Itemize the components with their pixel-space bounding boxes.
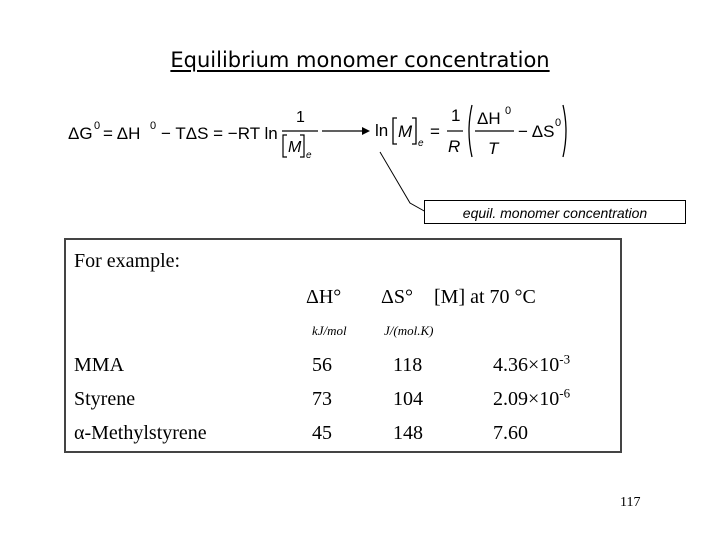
page-number: 117 [620, 495, 641, 510]
row-m-exp: -6 [559, 385, 571, 401]
row-m-base: 2.09×10 [493, 388, 560, 410]
unit-dh: kJ/mol [312, 323, 347, 338]
row-name: MMA [74, 354, 125, 376]
minus-ds: − ΔS [518, 122, 555, 141]
row-m-base: 7.60 [493, 422, 528, 444]
row-m-exp: -3 [559, 351, 571, 367]
callout-label: equil. monomer concentration [424, 200, 686, 224]
row-name: α-Methylstyrene [74, 422, 207, 444]
row-dh: 56 [312, 354, 332, 376]
eq-lhs-sup: 0 [94, 120, 101, 132]
rhs-bracket-left [393, 118, 397, 144]
row-ds: 148 [393, 422, 423, 444]
eq-lhs: ΔG [68, 124, 93, 143]
callout-leader [380, 152, 426, 212]
frac3-numerator-sup: 0 [505, 105, 512, 117]
row-dh: 45 [312, 422, 332, 444]
rhs-sub-e: e [418, 138, 424, 149]
frac1-numerator: 1 [296, 109, 305, 126]
slide-title: Equilibrium monomer concentration [170, 48, 550, 72]
unit-ds: J/(mol.K) [384, 323, 434, 338]
row-name: Styrene [74, 388, 136, 410]
row-ds: 118 [393, 354, 423, 376]
frac2-denominator: R [448, 137, 461, 156]
rhs-equals: = [430, 122, 440, 141]
row-ds: 104 [393, 388, 423, 410]
row-dh: 73 [312, 388, 332, 410]
eq-dh-sup: 0 [150, 120, 157, 132]
arrow-head [362, 127, 370, 135]
frac2-numerator: 1 [451, 106, 461, 125]
paren-right [563, 105, 566, 157]
col-dh-header: ΔH° [306, 286, 342, 308]
col-m-header: [M] at 70 °C [434, 286, 536, 308]
row-m [493, 351, 571, 377]
paren-left [469, 105, 472, 157]
col-ds-header: ΔS° [381, 286, 413, 308]
frac1-sub-e: e [306, 150, 312, 161]
rhs-m: M [398, 122, 413, 141]
row-m-base: 4.36×10 [493, 354, 560, 376]
bracket-left [283, 135, 287, 157]
eq-dh: = ΔH [103, 124, 141, 143]
frac1-m: M [288, 139, 302, 156]
rhs-bracket-right [412, 118, 416, 144]
eq-rest: − TΔS = −RT ln [161, 124, 278, 143]
minus-ds-sup: 0 [555, 117, 562, 129]
example-heading: For example: [74, 250, 181, 272]
frac3-denominator: T [488, 139, 499, 158]
rhs-ln: ln [375, 121, 389, 140]
row-m [493, 422, 528, 445]
frac3-numerator: ΔH [477, 109, 501, 128]
row-m [493, 385, 571, 411]
